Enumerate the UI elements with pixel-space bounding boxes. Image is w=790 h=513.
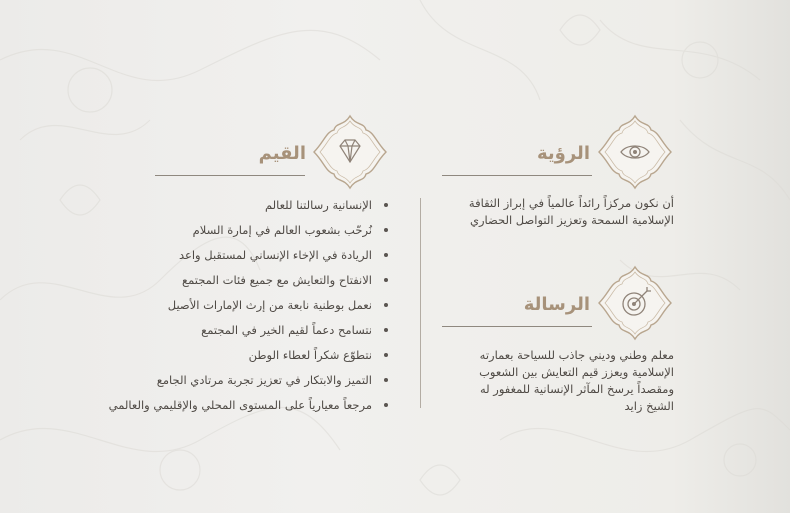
vision-title: الرؤية <box>537 143 590 164</box>
eye-icon <box>597 114 673 190</box>
mission-title-rule <box>442 326 592 327</box>
bullet <box>384 278 388 282</box>
list-item <box>60 395 390 420</box>
values-emblem <box>312 114 388 190</box>
mission-line: الشيخ زايد <box>624 399 674 413</box>
list-item-text: الانفتاح والتعايش مع جميع فئات المجتمع <box>181 273 372 287</box>
vision-title-rule <box>442 175 592 176</box>
mission-title: الرسالة <box>523 294 590 315</box>
vision-emblem <box>597 114 673 190</box>
values-title-rule <box>155 175 305 176</box>
list-item-text: مرجعاً معيارياً على المستوى المحلي والإقليمي والعالمي <box>108 398 372 412</box>
list-item <box>60 370 390 395</box>
vision-text <box>344 195 674 229</box>
list-item <box>60 295 390 320</box>
list-item <box>60 220 390 245</box>
list-item-text: الريادة في الإخاء الإنساني لمستقبل واعد <box>178 248 372 262</box>
mission-text <box>344 347 674 415</box>
mission-line: الإسلامية ويعزز قيم التعايش بين الشعوب <box>479 365 674 379</box>
list-item-text: نعمل بوطنية نابعة من إرث الإمارات الأصيل <box>167 298 372 312</box>
mission-line: معلم وطني وديني جاذب للسياحة بعمارته <box>479 348 674 362</box>
values-title: القيم <box>258 143 306 164</box>
vision-line: أن نكون مركزاً رائداً عالمياً في إبراز الثقافة <box>468 196 674 210</box>
bullet <box>384 328 388 332</box>
bullet <box>384 303 388 307</box>
list-item-text: نتطوّع شكراً لعطاء الوطن <box>248 348 372 362</box>
list-item-text: التميز والابتكار في تعزيز تجربة مرتادي الجامع <box>156 373 372 387</box>
list-item <box>60 270 390 295</box>
diamond-icon <box>312 114 388 190</box>
list-item <box>60 320 390 345</box>
list-item <box>60 195 390 220</box>
target-icon <box>597 265 673 341</box>
list-item <box>60 245 390 270</box>
list-item-text: نُرحّب بشعوب العالم في إمارة السلام <box>192 223 372 237</box>
list-item-text: نتسامح دعماً لقيم الخير في المجتمع <box>201 323 372 337</box>
bullet <box>384 253 388 257</box>
mission-emblem <box>597 265 673 341</box>
vision-line: الإسلامية السمحة وتعزيز التواصل الحضاري <box>470 213 674 227</box>
list-item-text: الإنسانية رسالتنا للعالم <box>264 198 372 212</box>
values-list <box>60 195 390 420</box>
list-item <box>60 345 390 370</box>
mission-line: ومقصداً يرسخ المآثر الإنسانية للمغفور له <box>479 382 674 396</box>
